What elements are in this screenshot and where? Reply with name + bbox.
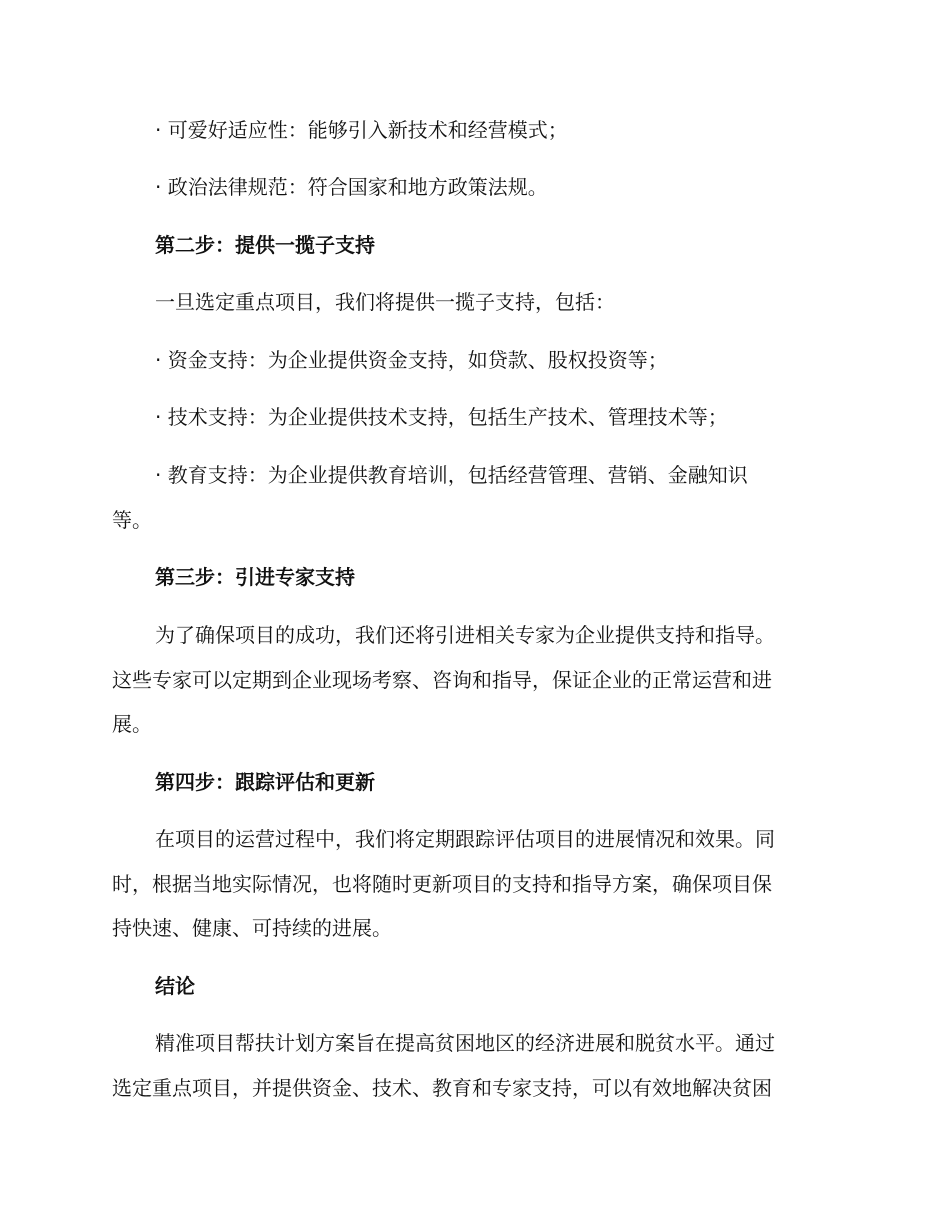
bullet-legal: · 政治法律规范：符合国家和地方政策法规。: [155, 175, 548, 199]
paragraph-step-four-1: 在项目的运营过程中，我们将定期跟踪评估项目的进展情况和效果。同: [155, 827, 775, 851]
bullet-technology: · 技术支持：为企业提供技术支持，包括生产技术、管理技术等；: [155, 405, 728, 429]
paragraph-step-three-2: 这些专家可以定期到企业现场考察、咨询和指导，保证企业的正常运营和进: [112, 668, 772, 692]
bullet-education: · 教育支持：为企业提供教育培训，包括经营管理、营销、金融知识: [155, 463, 748, 487]
paragraph-step-four-3: 持快速、健康、可持续的进展。: [112, 916, 392, 940]
bullet-funding: · 资金支持：为企业提供资金支持，如贷款、股权投资等；: [155, 348, 668, 372]
paragraph-step-four-2: 时，根据当地实际情况，也将随时更新项目的支持和指导方案，确保项目保: [112, 872, 772, 896]
paragraph-step-three-1: 为了确保项目的成功，我们还将引进相关专家为企业提供支持和指导。: [155, 623, 775, 647]
heading-step-two: 第二步：提供一揽子支持: [155, 233, 375, 257]
paragraph-conclusion-2: 选定重点项目，并提供资金、技术、教育和专家支持，可以有效地解决贫困: [112, 1076, 772, 1100]
bullet-adaptability: · 可爱好适应性：能够引入新技术和经营模式；: [155, 118, 568, 142]
paragraph-conclusion-1: 精准项目帮扶计划方案旨在提高贫困地区的经济进展和脱贫水平。通过: [155, 1031, 775, 1055]
heading-conclusion: 结论: [155, 974, 195, 998]
bullet-education-cont: 等。: [112, 508, 152, 532]
heading-step-four: 第四步：跟踪评估和更新: [155, 770, 375, 794]
paragraph-step-two-intro: 一旦选定重点项目，我们将提供一揽子支持，包括：: [155, 290, 615, 314]
heading-step-three: 第三步：引进专家支持: [155, 565, 355, 589]
paragraph-step-three-3: 展。: [112, 712, 152, 736]
